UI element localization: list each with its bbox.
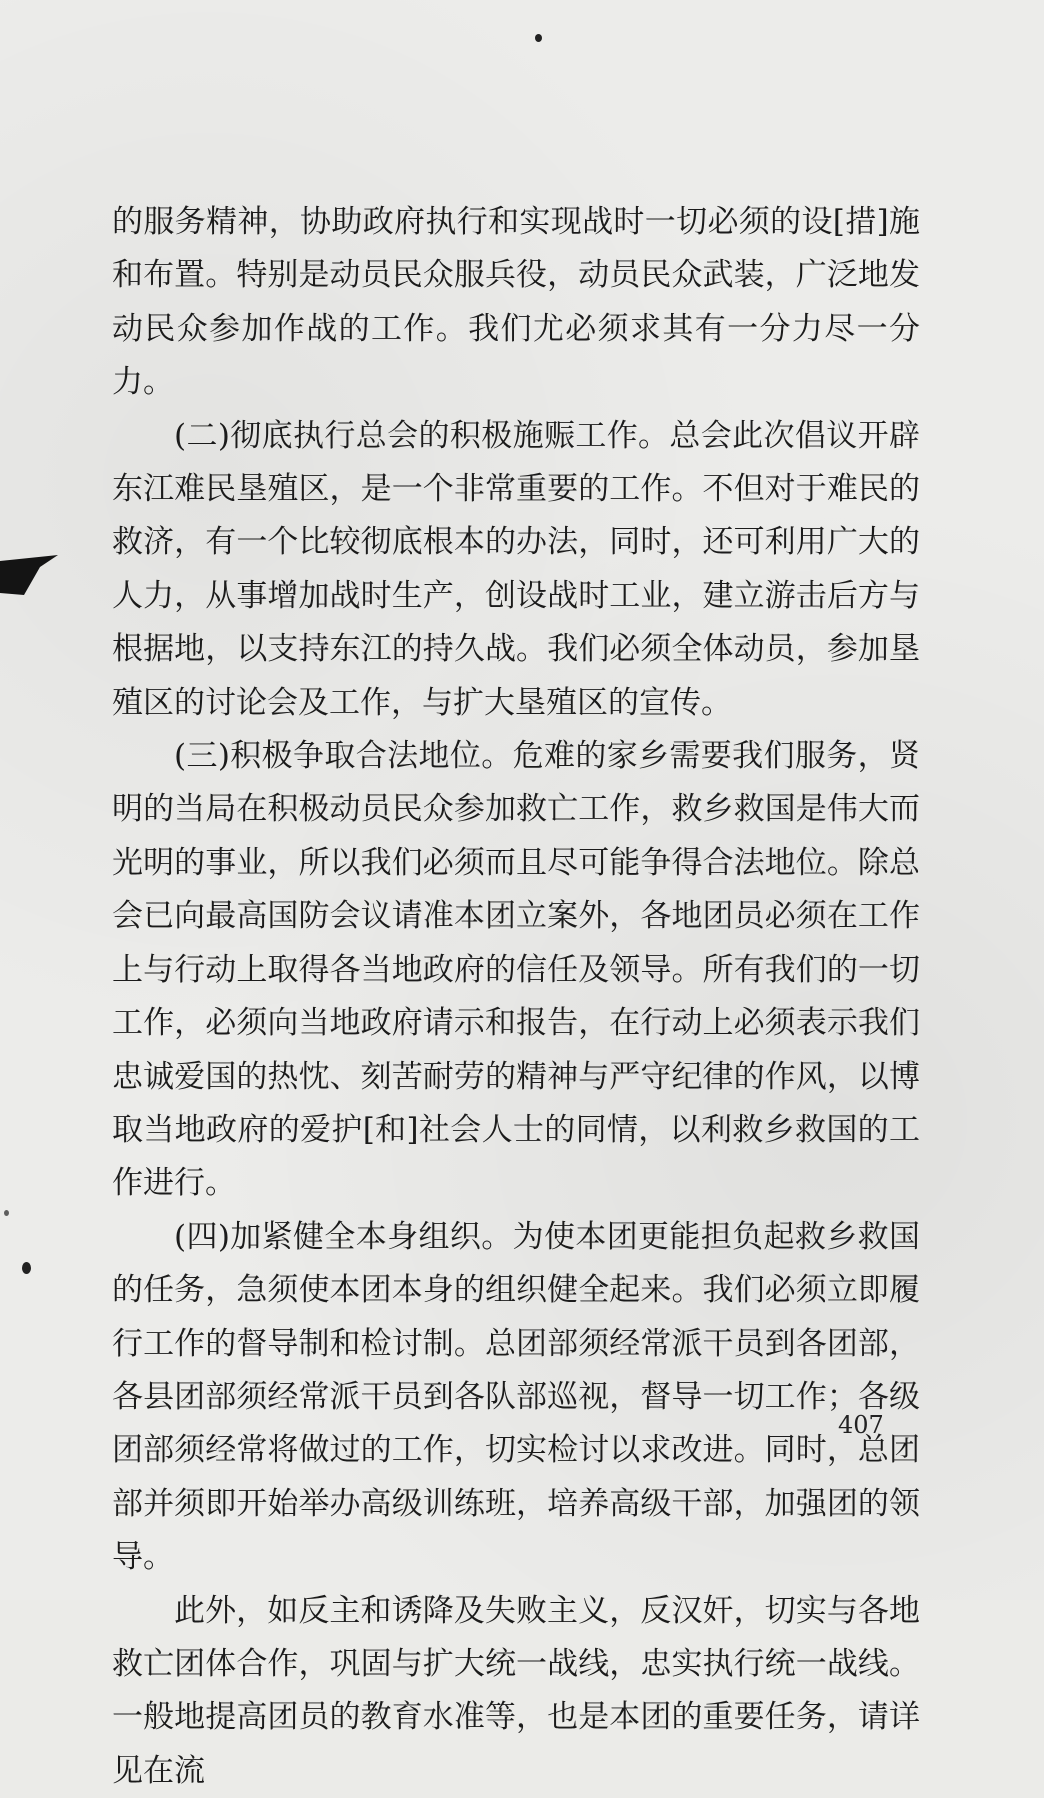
ink-speck-top xyxy=(535,34,542,42)
paragraph-legal-status: (三)积极争取合法地位。危难的家乡需要我们服务，贤明的当局在积极动员民众参加救亡工作，救乡救国是伟大而光明的事业，所以我们必须而且尽可能争得合法地位。除总会已向最高国防会议请准本团立案外，各地团员必须在工作上与行动上取得各当地政府的信任及领导。所有我们的一切工作，必须向当地政府请示和报告，在行动上必须表示我们忠诚爱国的热忱、刻苦耐劳的精神与严守纪律的作风，以博取当地政府的爱护[和]社会人士的同情，以利救乡救国的工作进行。 xyxy=(112,738,920,1202)
page-number: 407 xyxy=(838,1411,884,1439)
paragraph-additional-tasks: 此外，如反主和诱降及失败主义，反汉奸，切实与各地救亡团体合作，巩固与扩大统一战线，忠实执行统一战线。一般地提高团员的教育水准等，也是本团的重要任务，请详见在流 xyxy=(112,1592,920,1789)
paragraph-relief-work: (二)彻底执行总会的积极施赈工作。总会此次倡议开辟东江难民垦殖区，是一个非常重要的工作。不但对于难民的救济，有一个比较彻底根本的办法，同时，还可利用广大的人力，从事增加战时生产，创设战时工业，建立游击后方与根据地，以支持东江的持久战。我们必须全体动员，参加垦殖区的讨论会及工作，与扩大垦殖区的宣传。 xyxy=(112,417,920,721)
ink-speck-left xyxy=(22,1262,31,1274)
paragraph-continuation: 的服务精神，协助政府执行和实现战时一切必须的设[措]施和布置。特别是动员民众服兵役，动员民众武装，广泛地发动民众参加作战的工作。我们尤必须求其有一分力尽一分力。 xyxy=(112,204,920,401)
body-text xyxy=(112,196,920,1798)
binding-mark-icon xyxy=(0,555,58,595)
paragraph-organization: (四)加紧健全本身组织。为使本团更能担负起救乡救国的任务，急须使本团本身的组织健全起来。我们必须立即履行工作的督导制和检讨制。总团部须经常派干员到各团部，各县团部须经常派干员到各队部巡视，督导一切工作；各级团部须经常将做过的工作，切实检讨以求改进。同时，总团部并须即开始举办高级训练班，培养高级干部，加强团的领导。 xyxy=(112,1218,920,1576)
ink-speck-left-2 xyxy=(4,1210,9,1216)
